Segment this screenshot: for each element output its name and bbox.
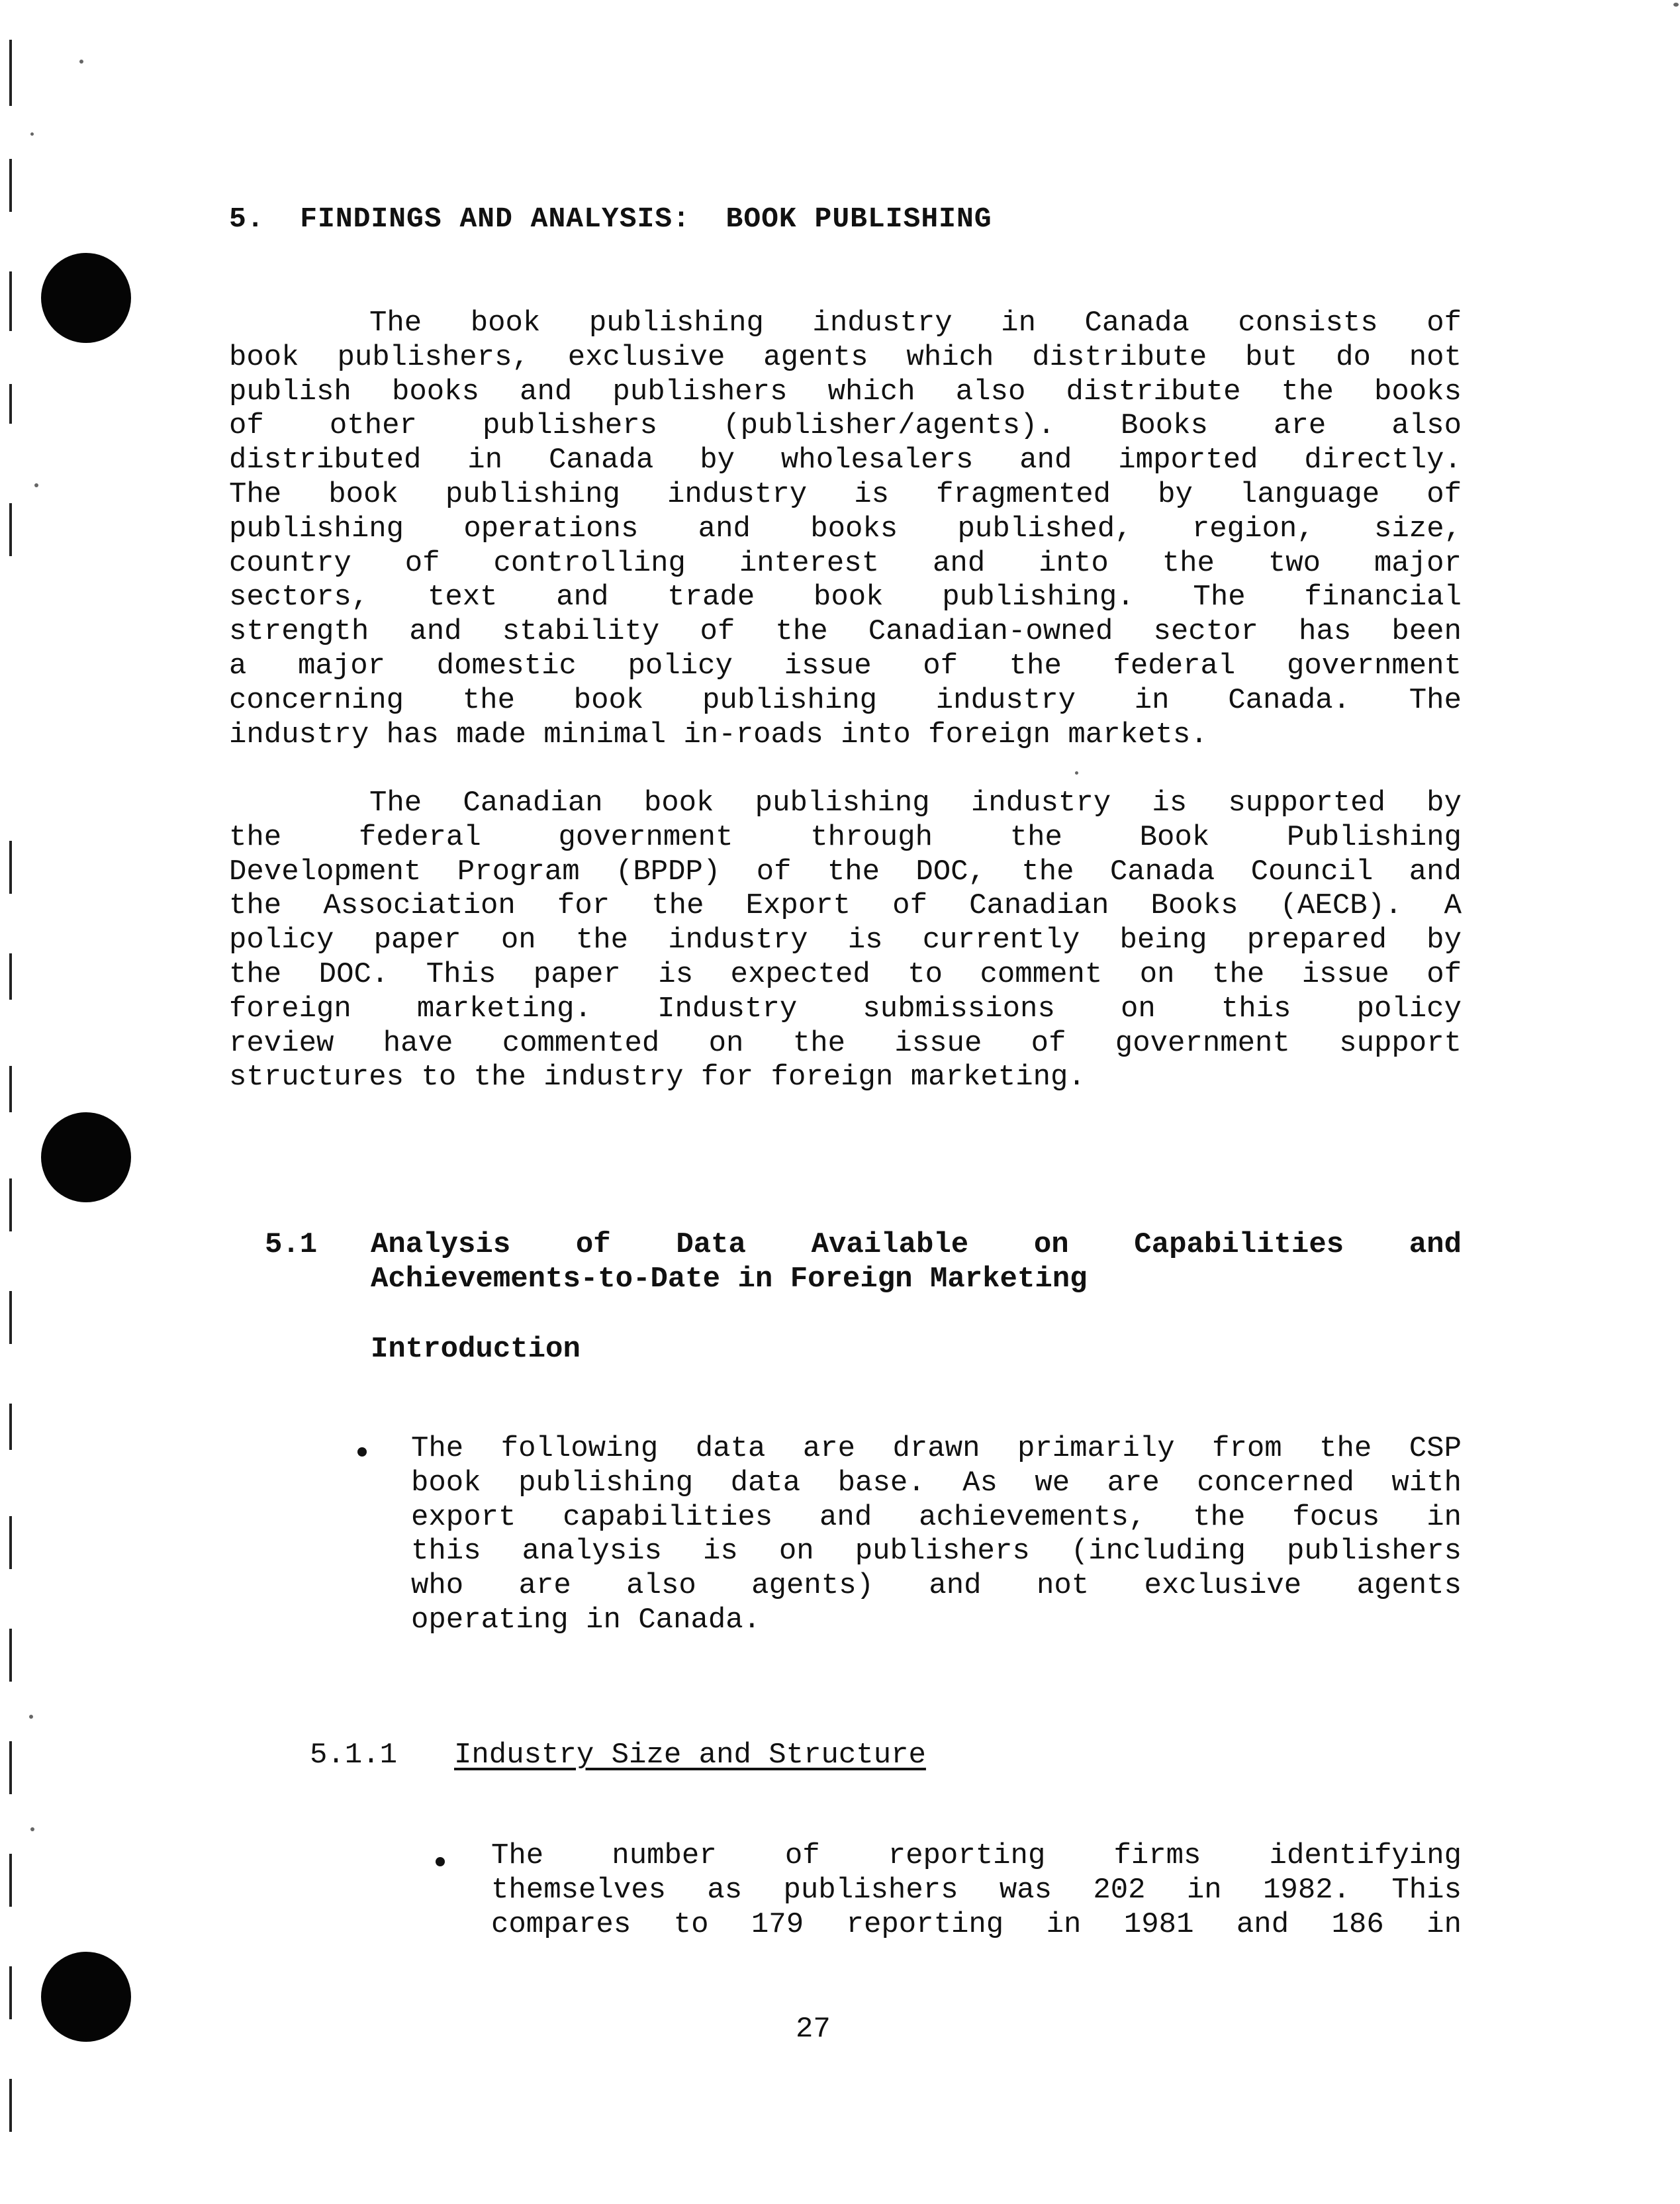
subsection-title	[371, 1228, 1462, 1297]
text-line: this analysis is on publishers (including publishers	[411, 1535, 1462, 1568]
title-line: Analysis of Data Available on Capabilities and	[371, 1228, 1462, 1261]
edge-mark	[9, 953, 12, 1000]
speck	[1075, 771, 1078, 775]
paragraph	[229, 787, 1462, 1095]
edge-mark	[9, 1629, 12, 1682]
text-line: The book publishing industry is fragmented by language of	[229, 477, 1462, 511]
text-line: The Canadian book publishing industry is supported by	[369, 787, 1462, 820]
bullet-paragraph	[411, 1432, 1462, 1638]
punch-hole	[41, 1112, 131, 1202]
page-number: 27	[796, 2013, 831, 2046]
text-line: concerning the book publishing industry in Canada. The	[229, 683, 1462, 717]
speck	[30, 132, 34, 136]
text-line: strength and stability of the Canadian-owned sector has been	[229, 615, 1462, 649]
text-line: of other publishers (publisher/agents). Books are also	[229, 409, 1462, 443]
edge-mark	[9, 1178, 12, 1231]
text-line: sectors, text and trade book publishing. The financial	[229, 581, 1462, 614]
text-line: book publishers, exclusive agents which distribute but do not	[229, 340, 1462, 374]
speck	[30, 1827, 34, 1831]
text-line: structures to the industry for foreign marketing.	[229, 1061, 1086, 1094]
subsection-number: 5.1	[265, 1228, 318, 1261]
edge-mark	[9, 384, 12, 424]
speck	[1673, 3, 1679, 7]
text-line: industry has made minimal in-roads into foreign markets.	[229, 718, 1208, 751]
text-line: The book publishing industry in Canada consists of	[369, 307, 1462, 340]
subsubsection-title: Industry Size and Structure	[454, 1739, 926, 1772]
text-line: the Association for the Export of Canadian Books (AECB). A	[229, 889, 1462, 923]
text-line: publish books and publishers which also distribute the books	[229, 375, 1462, 408]
text-line: The number of reporting firms identifying	[491, 1839, 1462, 1872]
edge-mark	[9, 271, 12, 331]
edge-mark	[9, 841, 12, 894]
text-line: The following data are drawn primarily from the CSP	[411, 1432, 1462, 1465]
text-line: publishing operations and books published, region, size,	[229, 512, 1462, 546]
text-line: operating in Canada.	[411, 1603, 761, 1637]
edge-mark	[9, 1404, 12, 1450]
bullet-icon	[357, 1447, 367, 1457]
edge-mark	[9, 1516, 12, 1569]
text-line: themselves as publishers was 202 in 1982. This	[491, 1873, 1462, 1907]
edge-mark	[9, 40, 12, 106]
text-line: policy paper on the industry is currently being prepared by	[229, 924, 1462, 957]
punch-hole	[41, 253, 131, 343]
punch-hole	[41, 1952, 131, 2042]
text-line: distributed in Canada by wholesalers and imported directly.	[229, 444, 1462, 477]
paragraph	[229, 307, 1462, 752]
text-line: book publishing data base. As we are concerned with	[411, 1466, 1462, 1500]
edge-mark	[9, 1291, 12, 1344]
text-line: compares to 179 reporting in 1981 and 186 in	[491, 1907, 1462, 1941]
edge-mark	[9, 1854, 12, 1907]
subsubsection-number: 5.1.1	[310, 1739, 398, 1772]
text-line: a major domestic policy issue of the federal government	[229, 649, 1462, 683]
text-line: who are also agents) and not exclusive agents	[411, 1569, 1462, 1603]
bullet-paragraph	[491, 1839, 1462, 1942]
title-line: Achievements-to-Date in Foreign Marketing	[371, 1262, 1088, 1296]
text-line: country of controlling interest and into the two major	[229, 546, 1462, 580]
intro-heading: Introduction	[371, 1333, 581, 1366]
text-line: foreign marketing. Industry submissions on this policy	[229, 992, 1462, 1026]
edge-mark	[9, 1741, 12, 1794]
text-line: Development Program (BPDP) of the DOC, the Canada Council and	[229, 855, 1462, 888]
edge-mark	[9, 159, 12, 212]
bullet-icon	[436, 1857, 445, 1866]
speck	[29, 1715, 33, 1719]
edge-mark	[9, 2079, 12, 2132]
speck	[79, 60, 83, 64]
text-line: the federal government through the Book Publishing	[229, 820, 1462, 854]
text-line: export capabilities and achievements, the focus in	[411, 1500, 1462, 1534]
edge-mark	[9, 1066, 12, 1112]
section-heading: 5. FINDINGS AND ANALYSIS: BOOK PUBLISHING	[229, 203, 992, 235]
edge-mark	[9, 503, 12, 556]
speck	[34, 483, 38, 487]
text-line: the DOC. This paper is expected to comment on the issue of	[229, 957, 1462, 991]
text-line: review have commented on the issue of government support	[229, 1026, 1462, 1060]
edge-mark	[9, 1966, 12, 2019]
